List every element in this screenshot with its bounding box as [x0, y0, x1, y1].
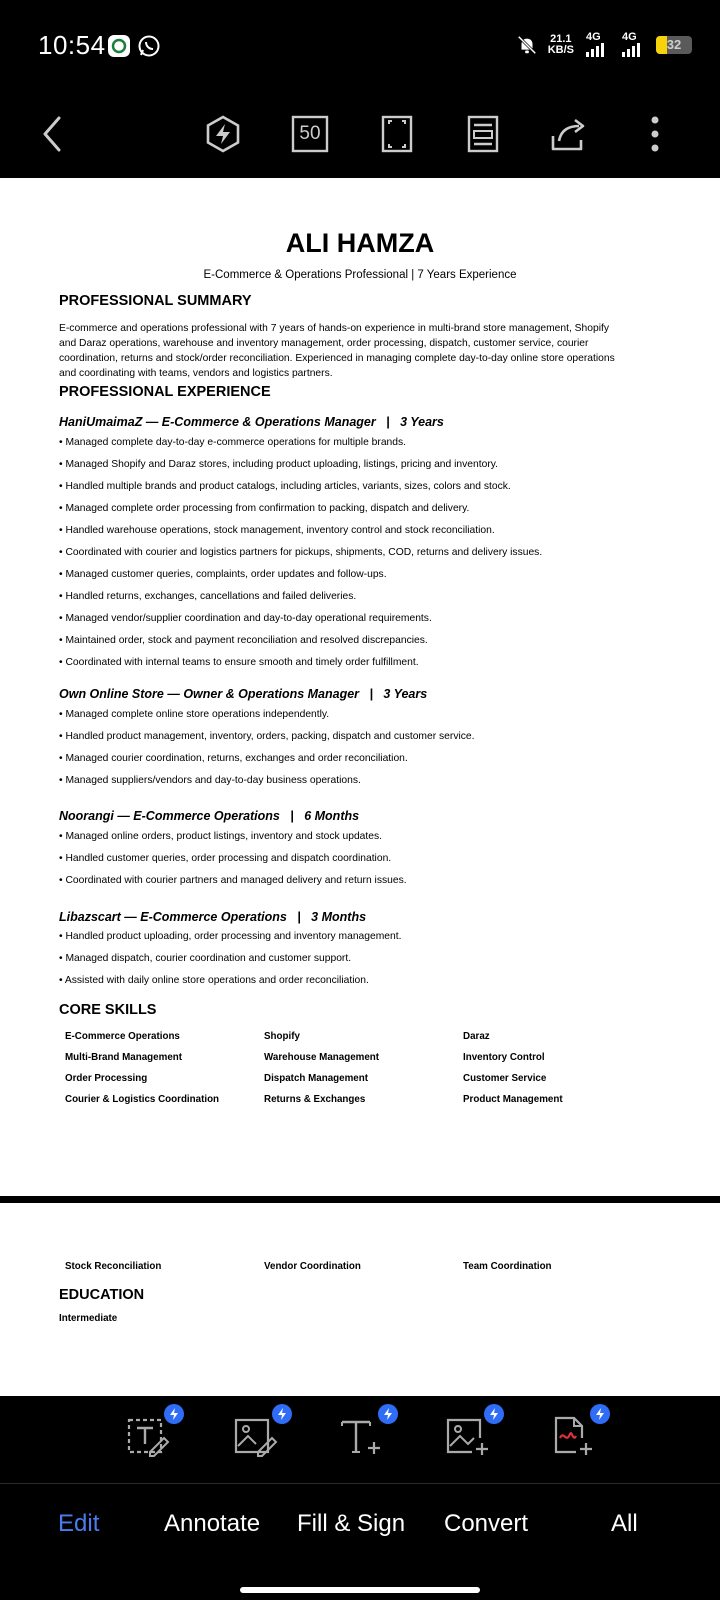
job-bullet: • Managed suppliers/vendors and day-to-day business operations. — [59, 775, 361, 786]
signal-4g-2 — [620, 33, 646, 57]
top-toolbar — [0, 90, 720, 178]
job-bullet: • Handled multiple brands and product catalogs, including articles, variants, sizes, colors and stock. — [59, 481, 511, 492]
skill-item: Warehouse Management — [264, 1052, 380, 1063]
summary-heading: PROFESSIONAL SUMMARY — [59, 293, 252, 309]
signal-label: 4G — [586, 31, 601, 43]
job-bullet: • Coordinated with courier and logistics partners for pickups, shipments, COD, returns and delivery issues. — [59, 547, 543, 558]
job-title: Own Online Store — Owner & Operations Manager | 3 Years — [59, 687, 428, 701]
share-button[interactable] — [545, 90, 595, 178]
job-bullet: • Handled warehouse operations, stock management, inventory control and stock reconciliation. — [59, 525, 495, 536]
job-bullet: • Managed complete online store operations independently. — [59, 709, 330, 720]
skill-item: Daraz — [463, 1031, 490, 1042]
job-title: Noorangi — E-Commerce Operations | 6 Months — [59, 809, 360, 823]
summary-text — [59, 321, 665, 381]
skills-heading: CORE SKILLS — [59, 1002, 157, 1018]
job-bullet: • Handled product uploading, order processing and inventory management. — [59, 931, 402, 942]
tab-all[interactable]: All — [611, 1510, 638, 1537]
network-speed — [548, 34, 574, 56]
premium-badge-icon — [378, 1404, 398, 1424]
summary-line: E-commerce and operations professional with 7 years of hands-on experience in multi-brand store management, Shopify — [59, 323, 610, 334]
skill-item: Multi-Brand Management — [65, 1052, 183, 1063]
job-title: Libazscart — E-Commerce Operations | 3 Months — [59, 910, 367, 924]
reading-mode-button[interactable] — [460, 90, 506, 178]
edit-text-tool[interactable] — [120, 1408, 176, 1464]
skill-item: E-Commerce Operations — [65, 1031, 180, 1042]
experience-heading: PROFESSIONAL EXPERIENCE — [59, 384, 271, 400]
summary-line: and Daraz operations, warehouse and inventory management, order processing, dispatch, customer service, courier — [59, 338, 589, 349]
zoom-value: 50 — [299, 123, 321, 144]
job-bullet: • Managed dispatch, courier coordination and customer support. — [59, 953, 352, 964]
job-bullet: • Managed complete day-to-day e-commerce operations for multiple brands. — [59, 437, 407, 448]
signal-4g-1 — [584, 33, 610, 57]
whatsapp-icon — [137, 34, 161, 58]
job-bullet: • Handled returns, exchanges, cancellations and failed deliveries. — [59, 591, 357, 602]
skill-item: Courier & Logistics Coordination — [65, 1094, 220, 1105]
battery-level: 32 — [666, 37, 682, 52]
zoom-level-button[interactable] — [287, 90, 333, 178]
resume-name: ALI HAMZA — [285, 228, 435, 258]
reading-mode-icon — [466, 114, 500, 154]
summary-line: coordination, returns and stock/order reconciliation. Experienced in managing complete day-to-day online store operations — [59, 353, 615, 364]
edit-image-tool[interactable] — [228, 1408, 284, 1464]
education-heading: EDUCATION — [59, 1287, 145, 1303]
job-bullet: • Managed vendor/supplier coordination and day-to-day operational requirements. — [59, 613, 432, 624]
skill-item: Dispatch Management — [264, 1073, 368, 1084]
lightning-hexagon-icon — [203, 114, 243, 154]
battery-icon — [656, 36, 692, 54]
job-bullet: • Maintained order, stock and payment reconciliation and resolved discrepancies. — [59, 635, 428, 646]
summary-line: and coordinating with teams, vendors and logistics partners. — [59, 368, 333, 379]
add-text-tool[interactable] — [334, 1408, 390, 1464]
job-title: HaniUmaimaZ — E-Commerce & Operations Manager | 3 Years — [59, 415, 444, 429]
ai-assistant-button[interactable] — [200, 90, 246, 178]
skill-item: Team Coordination — [463, 1261, 552, 1272]
add-image-tool[interactable] — [440, 1408, 496, 1464]
mute-notifications-icon — [516, 34, 538, 56]
job-bullet: • Managed online orders, product listings, inventory and stock updates. — [59, 831, 382, 842]
fullscreen-icon — [380, 114, 414, 154]
signal-label: 4G — [622, 31, 637, 43]
premium-badge-icon — [484, 1404, 504, 1424]
document-page-1[interactable] — [0, 178, 720, 1196]
skill-item: Returns & Exchanges — [264, 1094, 366, 1105]
job-bullet: • Handled product management, inventory, orders, packing, dispatch and customer service. — [59, 731, 475, 742]
skill-item: Stock Reconciliation — [65, 1261, 162, 1272]
fullscreen-button[interactable] — [374, 90, 420, 178]
home-indicator[interactable] — [240, 1587, 480, 1593]
signal-bars-icon — [622, 43, 640, 57]
network-speed-unit: KB/S — [547, 44, 574, 56]
network-speed-value: 21.1 — [550, 33, 572, 45]
share-icon — [549, 114, 591, 154]
document-page-2[interactable] — [0, 1203, 720, 1396]
clock: 10:54 — [38, 30, 106, 60]
job-bullet: • Assisted with daily online store operations and order reconciliation. — [59, 975, 369, 986]
job-bullet: • Managed customer queries, complaints, order updates and follow-ups. — [59, 569, 387, 580]
more-options-button[interactable] — [640, 90, 670, 178]
resume-subtitle: E-Commerce & Operations Professional | 7 Years Experience — [203, 269, 517, 281]
messenger-app-icon — [107, 34, 131, 58]
job-bullet: • Handled customer queries, order processing and dispatch coordination. — [59, 853, 392, 864]
tab-convert[interactable]: Convert — [444, 1510, 529, 1537]
bottom-tab-bar — [0, 1484, 720, 1564]
job-bullet: • Managed courier coordination, returns, exchanges and order reconciliation. — [59, 753, 408, 764]
job-bullet: • Managed Shopify and Daraz stores, including product uploading, listings, pricing and inventory. — [59, 459, 499, 470]
tab-annotate[interactable]: Annotate — [164, 1510, 261, 1537]
premium-badge-icon — [272, 1404, 292, 1424]
skill-item: Shopify — [264, 1031, 300, 1042]
skill-item: Vendor Coordination — [264, 1261, 361, 1272]
job-bullet: • Coordinated with courier partners and managed delivery and return issues. — [59, 875, 407, 886]
premium-badge-icon — [164, 1404, 184, 1424]
skill-item: Order Processing — [65, 1073, 148, 1084]
job-bullet: • Managed complete order processing from confirmation to packing, dispatch and delivery. — [59, 503, 470, 514]
status-bar — [0, 0, 720, 90]
skill-item: Inventory Control — [463, 1052, 545, 1063]
skill-item: Customer Service — [463, 1073, 547, 1084]
edit-tools-bar — [0, 1396, 720, 1482]
more-vertical-icon — [650, 114, 660, 154]
back-button[interactable] — [30, 90, 74, 178]
back-arrow-icon — [37, 114, 67, 154]
tab-edit[interactable]: Edit — [58, 1510, 100, 1537]
premium-badge-icon — [590, 1404, 610, 1424]
job-bullet: • Coordinated with internal teams to ensure smooth and timely order fulfillment. — [59, 657, 419, 668]
skill-item: Product Management — [463, 1094, 563, 1105]
add-signature-tool[interactable] — [546, 1408, 602, 1464]
signal-bars-icon — [586, 43, 604, 57]
education-value: Intermediate — [59, 1313, 118, 1324]
tab-fill-sign[interactable]: Fill & Sign — [297, 1510, 406, 1537]
